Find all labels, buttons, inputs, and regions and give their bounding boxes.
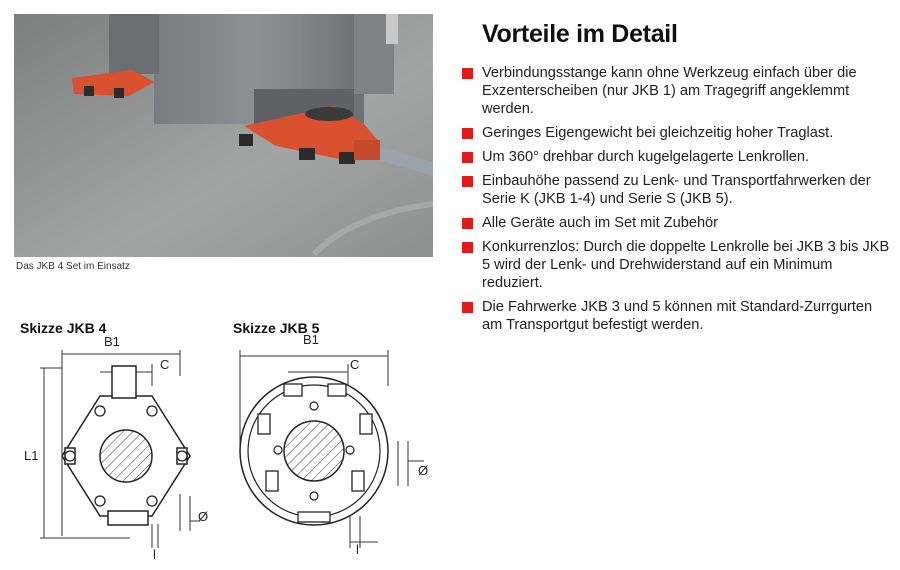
jkb4-technical-drawing: [40, 346, 210, 551]
list-item: Verbindungsstange kann ohne Werkzeug einfach über die Exzenterscheiben (nur JKB 1) am Tragegriff angeklemmt werden.: [462, 64, 892, 118]
photo-caption: Das JKB 4 Set im Einsatz: [16, 261, 130, 272]
list-item: Die Fahrwerke JKB 3 und 5 können mit Standard-Zurrgurten am Transportgut befestigt werden.: [462, 298, 892, 334]
list-item: Geringes Eigengewicht bei gleichzeitig hoher Traglast.: [462, 124, 892, 142]
dimension-l1-label: L1: [24, 448, 39, 463]
bullet-square-icon: [462, 68, 473, 79]
list-item: Konkurrenzlos: Durch die doppelte Lenkrolle bei JKB 3 bis JKB 5 wird der Lenk- und Drehwiderstand auf ein Minimum reduziert.: [462, 238, 892, 292]
sketch-jkb5-title: Skizze JKB 5: [233, 320, 320, 336]
bullet-square-icon: [462, 152, 473, 163]
dimension-l-label: l: [356, 542, 359, 557]
jkb5-technical-drawing: [228, 346, 438, 551]
bullet-square-icon: [462, 242, 473, 253]
dimension-l-label: l: [153, 547, 156, 562]
section-title: Vorteile im Detail: [482, 20, 678, 48]
dimension-c-label: C: [350, 357, 360, 372]
dimension-c-label: C: [160, 357, 170, 372]
advantages-list: [462, 64, 892, 340]
dimension-b1-label: B1: [104, 334, 120, 349]
dimension-diameter-label: Ø: [418, 463, 429, 478]
bullet-square-icon: [462, 218, 473, 229]
list-item: Um 360° drehbar durch kugelgelagerte Lenkrollen.: [462, 148, 892, 166]
bullet-square-icon: [462, 176, 473, 187]
sketch-jkb4-title: Skizze JKB 4: [20, 320, 107, 336]
bullet-square-icon: [462, 302, 473, 313]
list-item: Alle Geräte auch im Set mit Zubehör: [462, 214, 892, 232]
product-photo: [14, 14, 433, 257]
dimension-b1-label: B1: [303, 332, 319, 347]
list-item: Einbauhöhe passend zu Lenk- und Transportfahrwerken der Serie K (JKB 1-4) und Serie S (JKB 5).: [462, 172, 892, 208]
dimension-diameter-label: Ø: [198, 509, 209, 524]
bullet-square-icon: [462, 128, 473, 139]
